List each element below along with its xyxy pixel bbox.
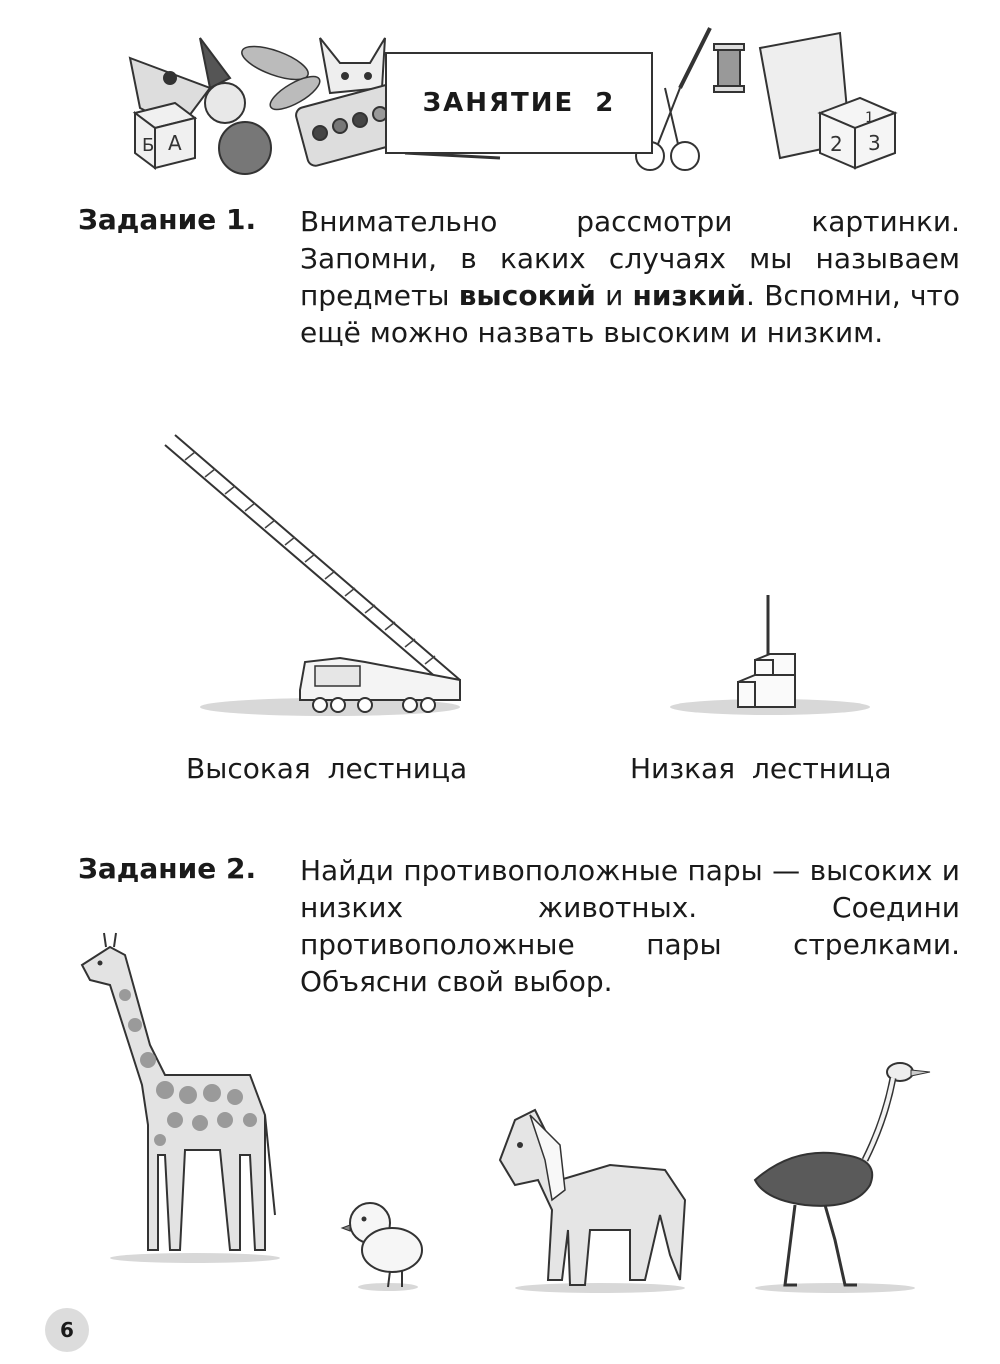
fire-truck-ladder-illustration (160, 430, 500, 730)
task1-word-low: низкий (632, 279, 747, 312)
block-number-3: 3 (868, 131, 881, 155)
task2-label: Задание 2. (78, 852, 257, 885)
block-number-2: 2 (830, 132, 843, 156)
short-stairs-illustration (660, 590, 900, 720)
pony-illustration (490, 1105, 700, 1295)
task1-text-part-b: . Вспомни, что ещё можно назвать высоким и низким. (300, 279, 960, 349)
giraffe-illustration (70, 925, 300, 1265)
task1-text-and: и (595, 279, 633, 312)
task1-label: Задание 1. (78, 203, 257, 236)
block-letter-a: А (168, 131, 182, 155)
pencil-illustration (680, 28, 710, 88)
caption-low-ladder: Низкая лестница (630, 752, 892, 785)
task1-word-high: высокий (458, 279, 596, 312)
lesson-title: ЗАНЯТИЕ 2 (422, 88, 616, 118)
ostrich-illustration (735, 1060, 945, 1295)
button-illustration (205, 83, 245, 123)
lesson-title-box (385, 52, 653, 154)
cat-illustration (320, 38, 385, 93)
page-number: 6 (60, 1318, 74, 1342)
page-number-badge (45, 1308, 89, 1352)
task1-text (300, 203, 960, 351)
task2-text: Найди противоположные пары — высоких и низких животных. Соедини противоположные пары стрелками. Объясни свой выбор. (300, 854, 960, 998)
yarn-ball-illustration (219, 122, 271, 174)
chick-illustration (340, 1195, 430, 1295)
block-number-1: 1 (865, 110, 874, 126)
task1-text-part-a: Внимательно рассмотри картинки. Запомни, в каких случаях мы называем предметы (300, 205, 960, 312)
caption-high-ladder: Высокая лестница (186, 752, 468, 785)
spool-illustration (714, 44, 744, 92)
block-letter-b: Б (142, 135, 155, 156)
